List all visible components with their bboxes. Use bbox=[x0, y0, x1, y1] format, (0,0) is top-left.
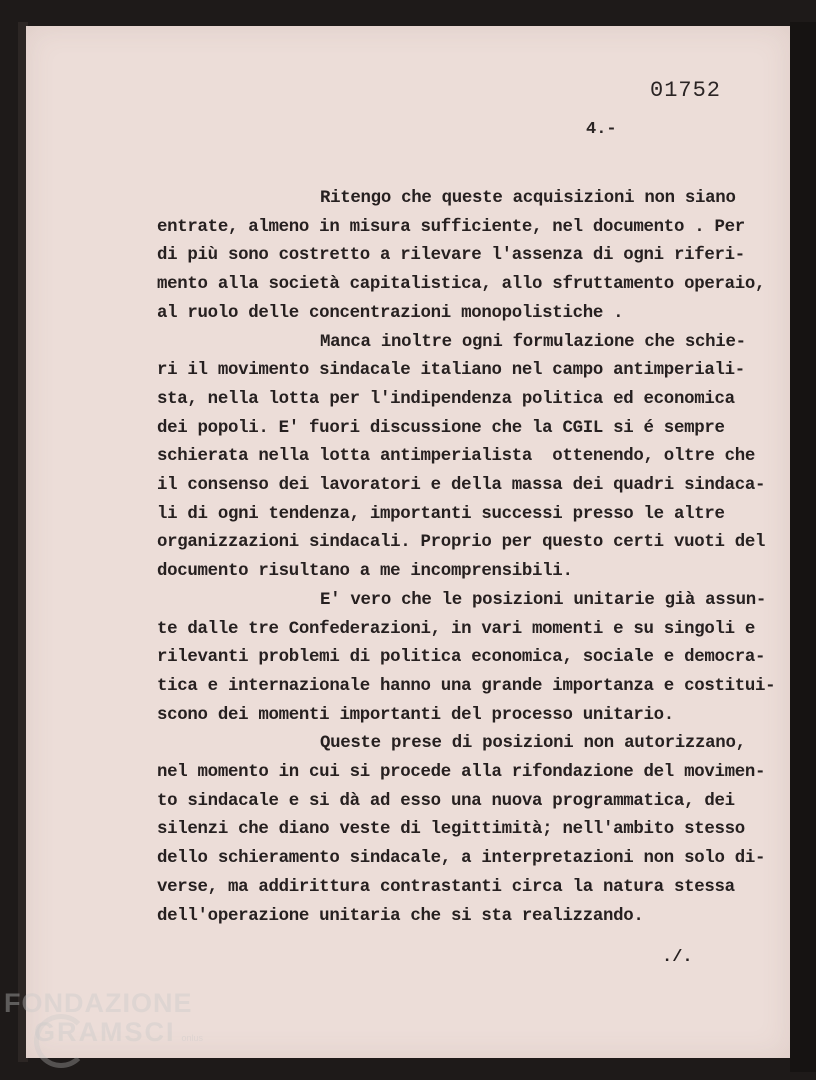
page-number: 4.- bbox=[586, 120, 617, 139]
text-line: organizzazioni sindacali. Proprio per questo certi vuoti del bbox=[157, 533, 766, 552]
text-line: scono dei momenti importanti del processo unitario. bbox=[157, 706, 674, 725]
paragraph-first-line: Manca inoltre ogni formulazione che schie- bbox=[320, 333, 746, 352]
scan-background-right bbox=[790, 22, 816, 1072]
text-line: verse, ma addirittura contrastanti circa la natura stessa bbox=[157, 878, 735, 897]
text-line: dello schieramento sindacale, a interpretazioni non solo di- bbox=[157, 849, 766, 868]
text-line: ri il movimento sindacale italiano nel campo antimperiali- bbox=[157, 361, 745, 380]
text-line: silenzi che diano veste di legittimità; nell'ambito stesso bbox=[157, 820, 745, 839]
watermark-suffix: onlus bbox=[181, 1033, 204, 1043]
text-line: entrate, almeno in misura sufficiente, nel documento . Per bbox=[157, 218, 745, 237]
text-line: te dalle tre Confederazioni, in vari momenti e su singoli e bbox=[157, 620, 756, 639]
watermark-line-2: GRAMSCI bbox=[34, 1017, 176, 1047]
continuation-mark: ./. bbox=[662, 948, 693, 967]
text-line: li di ogni tendenza, importanti successi presso le altre bbox=[157, 505, 725, 524]
text-line: dei popoli. E' fuori discussione che la CGIL si é sempre bbox=[157, 419, 725, 438]
watermark-logo-icon bbox=[34, 1014, 88, 1068]
archive-watermark bbox=[4, 990, 203, 1046]
paragraph-first-line: Queste prese di posizioni non autorizzano, bbox=[320, 734, 746, 753]
text-line: dell'operazione unitaria che si sta realizzando. bbox=[157, 907, 644, 926]
document-number: 01752 bbox=[650, 78, 722, 103]
paragraph-first-line: Ritengo che queste acquisizioni non siano bbox=[320, 189, 736, 208]
watermark-line-1: FONDAZIONE bbox=[4, 988, 193, 1018]
text-line: schierata nella lotta antimperialista ottenendo, oltre che bbox=[157, 447, 756, 466]
text-line: rilevanti problemi di politica economica, sociale e democra- bbox=[157, 648, 766, 667]
text-line: sta, nella lotta per l'indipendenza politica ed economica bbox=[157, 390, 735, 409]
text-line: documento risultano a me incomprensibili. bbox=[157, 562, 573, 581]
text-line: di più sono costretto a rilevare l'assenza di ogni riferi- bbox=[157, 246, 745, 265]
text-line: il consenso dei lavoratori e della massa dei quadri sindaca- bbox=[157, 476, 766, 495]
paragraph-first-line: E' vero che le posizioni unitarie già assun- bbox=[320, 591, 766, 610]
text-line: tica e internazionale hanno una grande importanza e costitui- bbox=[157, 677, 776, 696]
text-line: mento alla società capitalistica, allo sfruttamento operaio, bbox=[157, 275, 766, 294]
text-line: to sindacale e si dà ad esso una nuova programmatica, dei bbox=[157, 792, 735, 811]
text-line: nel momento in cui si procede alla rifondazione del movimen- bbox=[157, 763, 766, 782]
text-line: al ruolo delle concentrazioni monopolistiche . bbox=[157, 304, 624, 323]
